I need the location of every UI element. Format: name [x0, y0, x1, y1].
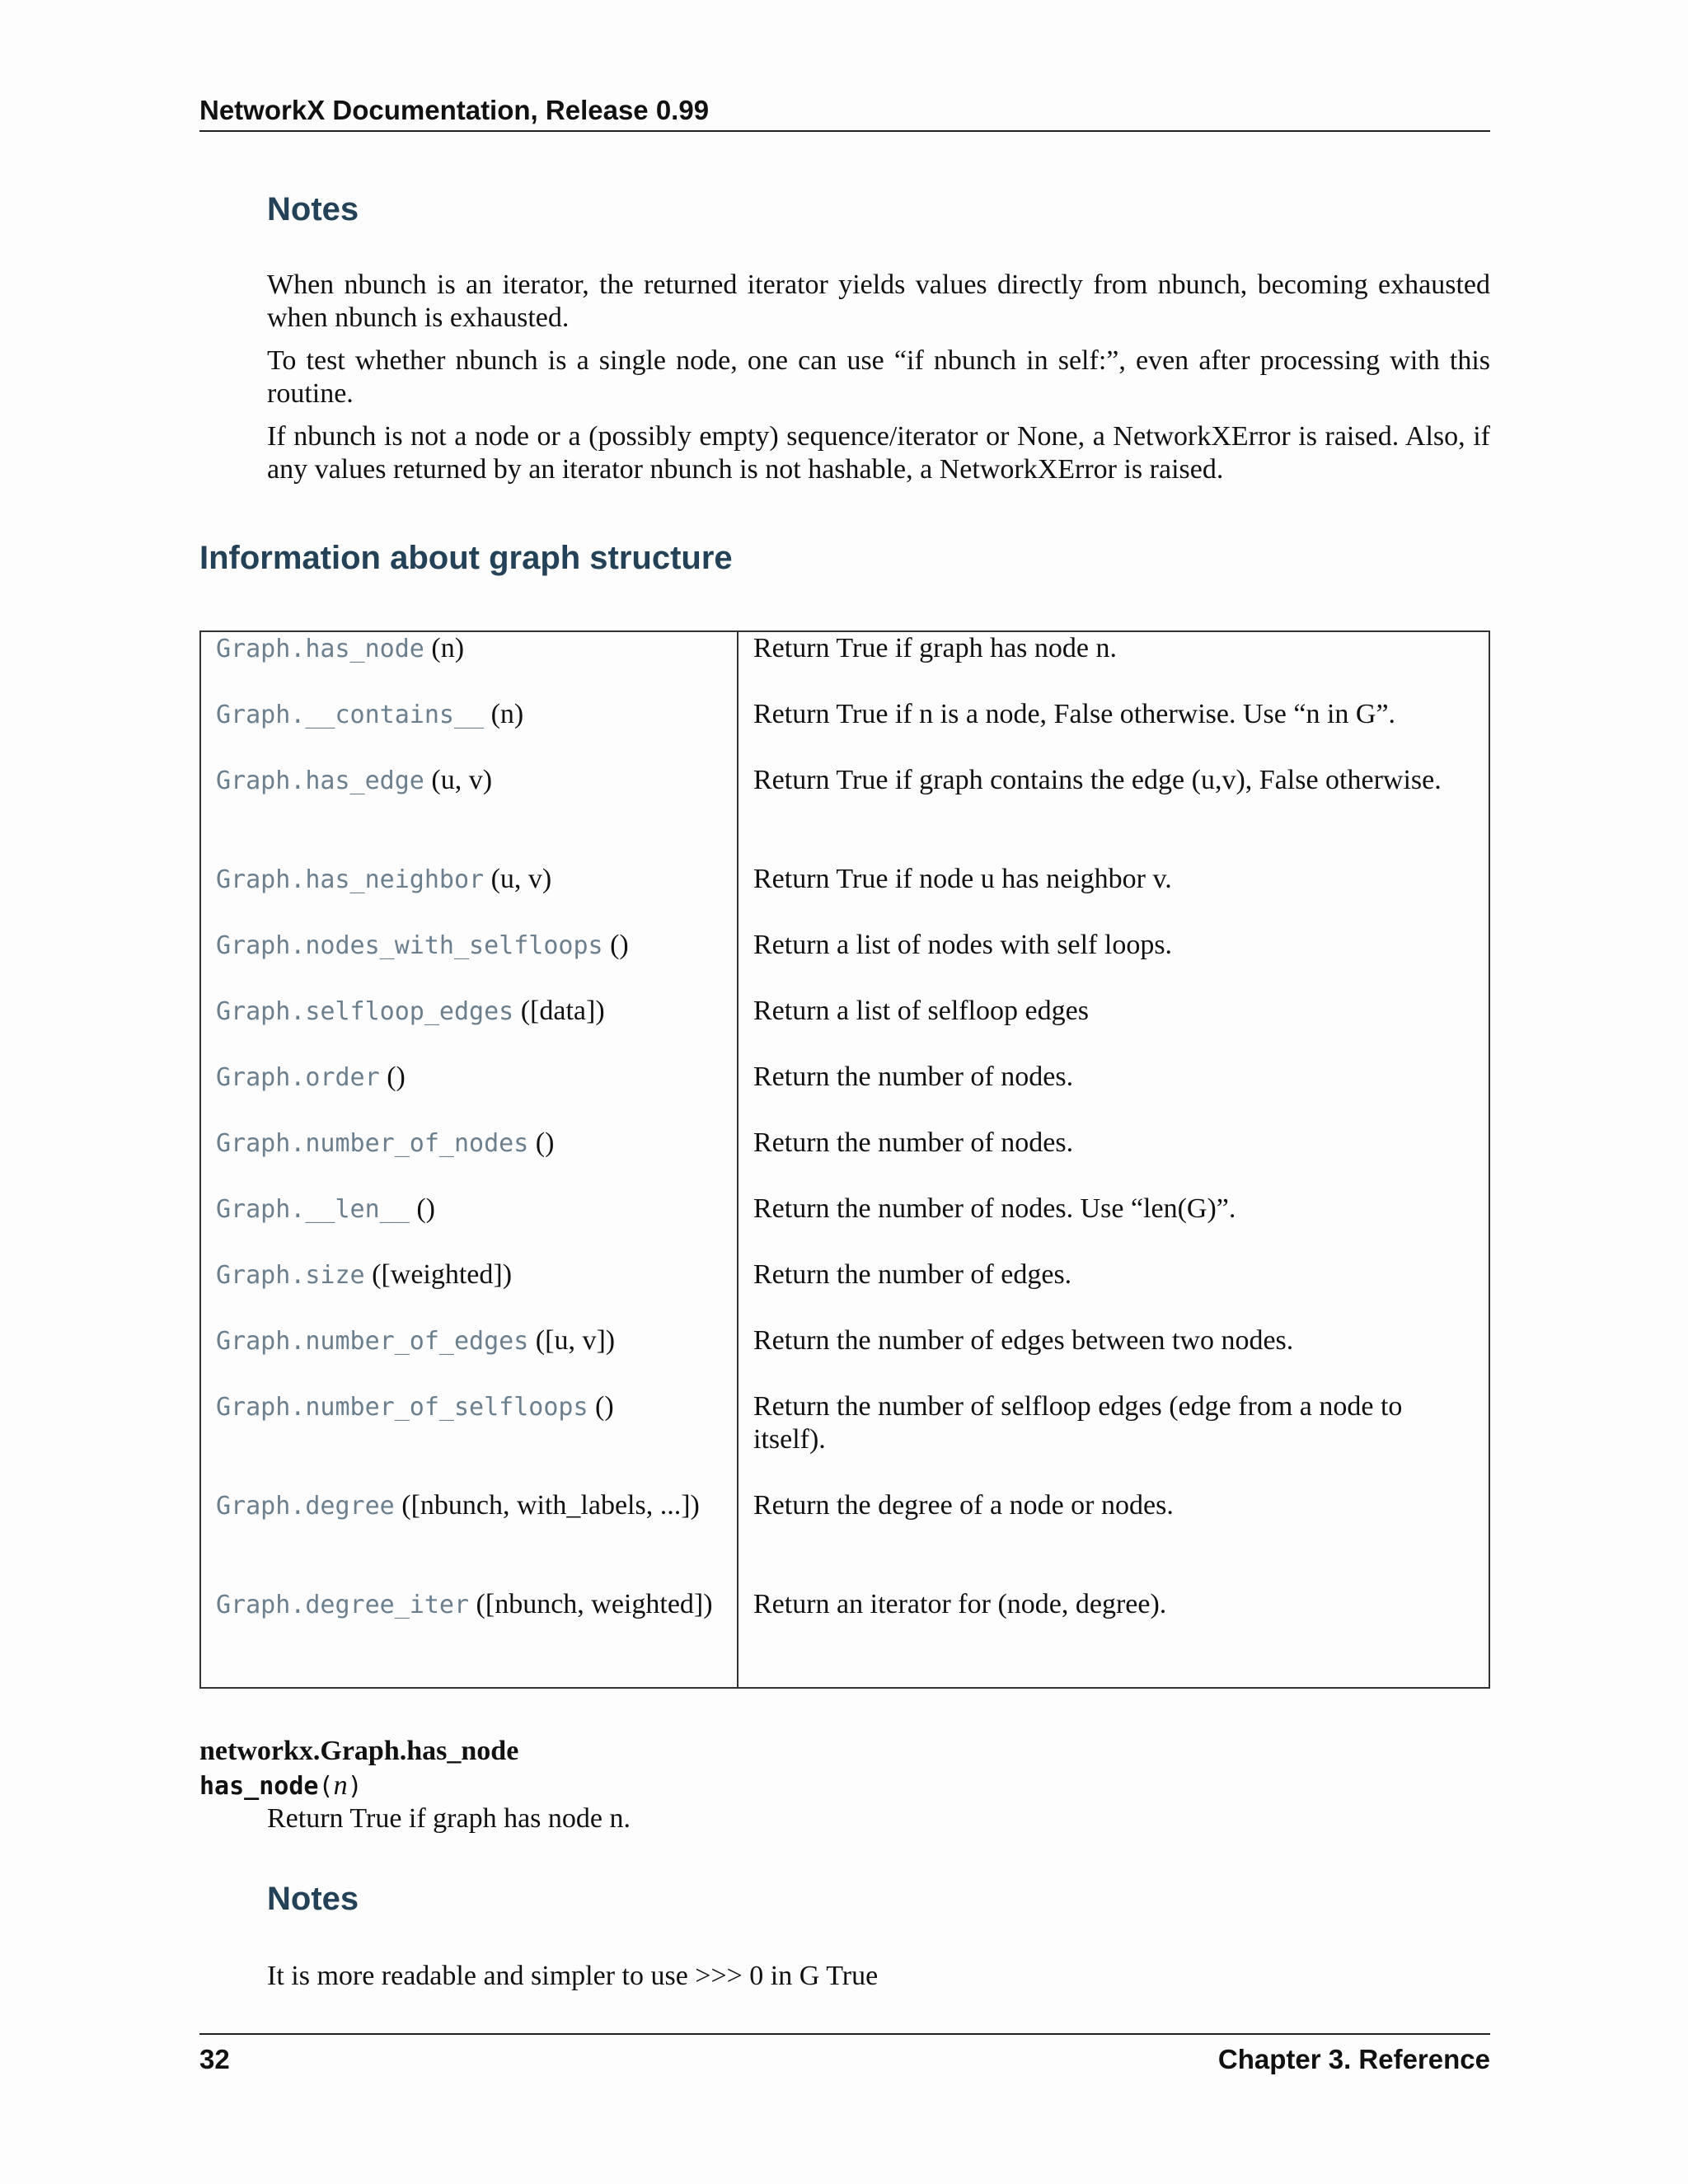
method-description: Return the number of selfloop edges (edge from a node to itself).: [753, 1391, 1403, 1455]
method-cell: [200, 1324, 738, 1390]
method-link[interactable]: Graph.has_edge: [216, 766, 424, 795]
method-cell: [200, 995, 738, 1061]
doc-title: NetworkX Documentation, Release 0.99: [199, 95, 710, 125]
method-link[interactable]: Graph.has_neighbor: [216, 865, 485, 894]
running-footer: [199, 2033, 1490, 2078]
method-args: (): [603, 930, 629, 960]
method-args: (n): [424, 633, 465, 663]
notes-paragraph: If nbunch is not a node or a (possibly empty) sequence/iterator or None, a NetworkXError is raised. Also, if any values returned by an iterator nbunch is not hashable, a NetworkXError is raised.: [267, 421, 1490, 485]
method-args: ([nbunch, with_labels, ...]): [394, 1490, 700, 1521]
method-description: Return the number of nodes.: [753, 1062, 1074, 1092]
method-description: Return True if node u has neighbor v.: [753, 864, 1172, 894]
method-description: Return an iterator for (node, degree).: [753, 1589, 1167, 1619]
notes-paragraph: When nbunch is an iterator, the returned iterator yields values directly from nbunch, becoming exhausted when nbunch is exhausted.: [267, 269, 1490, 333]
method-cell: [200, 863, 738, 929]
notes-text: It is more readable and simpler to use >>> 0 in G True: [267, 1961, 879, 1991]
method-args: (u, v): [484, 864, 552, 894]
method-description: Return the number of edges.: [753, 1259, 1072, 1290]
method-cell: [200, 1390, 738, 1489]
method-link[interactable]: Graph.number_of_edges: [216, 1327, 529, 1356]
page-number: 32: [199, 2044, 230, 2074]
method-description: Return the degree of a node or nodes.: [753, 1490, 1174, 1521]
method-link[interactable]: Graph.size: [216, 1261, 365, 1290]
chapter-label: Chapter 3. Reference: [1217, 2044, 1490, 2074]
method-cell: [200, 1489, 738, 1588]
method-description: Return the number of nodes. Use “len(G)”.: [753, 1193, 1236, 1224]
table-row: [200, 995, 1489, 1061]
table-row: [200, 1193, 1489, 1258]
method-cell: [200, 1127, 738, 1193]
method-link[interactable]: Graph.degree: [216, 1492, 395, 1521]
table-row: [200, 631, 1489, 698]
method-cell: [200, 1193, 738, 1258]
table-row: [200, 863, 1489, 929]
method-cell: [200, 929, 738, 995]
method-cell: [200, 1258, 738, 1324]
notes-heading: Notes: [267, 1881, 359, 1917]
method-description: Return True if graph has node n.: [753, 633, 1118, 663]
method-cell: [200, 764, 738, 863]
qualified-name: networkx.Graph.has_node: [199, 1736, 519, 1766]
table-row: [200, 1324, 1489, 1390]
method-args: ([data]): [513, 996, 605, 1026]
method-args: (): [528, 1127, 555, 1158]
method-link[interactable]: Graph.number_of_selfloops: [216, 1393, 588, 1422]
table-row: [200, 929, 1489, 995]
method-summary-table: [199, 630, 1490, 1689]
method-args: ([nbunch, weighted]): [469, 1589, 713, 1619]
table-row: [200, 698, 1489, 764]
method-args: (): [588, 1391, 614, 1422]
method-args: (n): [484, 699, 524, 729]
method-link[interactable]: Graph.__contains__: [216, 701, 485, 729]
table-row: [200, 1588, 1489, 1688]
method-signature: [199, 1769, 363, 1803]
method-link[interactable]: Graph.number_of_nodes: [216, 1129, 529, 1158]
notes-paragraph: To test whether nbunch is a single node, one can use “if nbunch in self:”, even after processing with this routine.: [267, 345, 1490, 409]
table-row: [200, 1489, 1489, 1588]
paren-open: (: [318, 1772, 334, 1801]
method-summary: Return True if graph has node n.: [267, 1803, 631, 1834]
table-row: [200, 1258, 1489, 1324]
method-description: Return the number of nodes.: [753, 1127, 1074, 1158]
method-link[interactable]: Graph.__len__: [216, 1195, 410, 1224]
method-args: (u, v): [424, 765, 493, 795]
method-description: Return True if n is a node, False otherwise. Use “n in G”.: [753, 699, 1396, 729]
paren-close: ): [347, 1772, 363, 1801]
method-description: Return the number of edges between two nodes.: [753, 1325, 1294, 1356]
table-row: [200, 1127, 1489, 1193]
method-link[interactable]: Graph.has_node: [216, 635, 424, 663]
table-row: [200, 1061, 1489, 1127]
method-param: n: [333, 1770, 348, 1801]
running-header: [199, 92, 1490, 132]
method-description: Return True if graph contains the edge (u,v), False otherwise.: [753, 765, 1442, 795]
method-link[interactable]: Graph.degree_iter: [216, 1591, 470, 1619]
method-cell: [200, 698, 738, 764]
method-name: has_node: [199, 1772, 319, 1801]
method-args: ([weighted]): [364, 1259, 513, 1290]
method-args: (): [379, 1062, 406, 1092]
method-description: Return a list of nodes with self loops.: [753, 930, 1173, 960]
method-cell: [200, 1061, 738, 1127]
method-description: Return a list of selfloop edges: [753, 996, 1089, 1026]
method-link[interactable]: Graph.nodes_with_selfloops: [216, 931, 603, 960]
method-link[interactable]: Graph.selfloop_edges: [216, 997, 514, 1026]
method-link[interactable]: Graph.order: [216, 1063, 380, 1092]
section-heading: Information about graph structure: [199, 540, 733, 576]
table-row: [200, 764, 1489, 863]
table-row: [200, 1390, 1489, 1489]
method-cell: [200, 1588, 738, 1688]
method-args: (): [409, 1193, 435, 1224]
method-args: ([u, v]): [528, 1325, 616, 1356]
notes-heading: Notes: [267, 191, 359, 227]
method-cell: [200, 631, 738, 698]
